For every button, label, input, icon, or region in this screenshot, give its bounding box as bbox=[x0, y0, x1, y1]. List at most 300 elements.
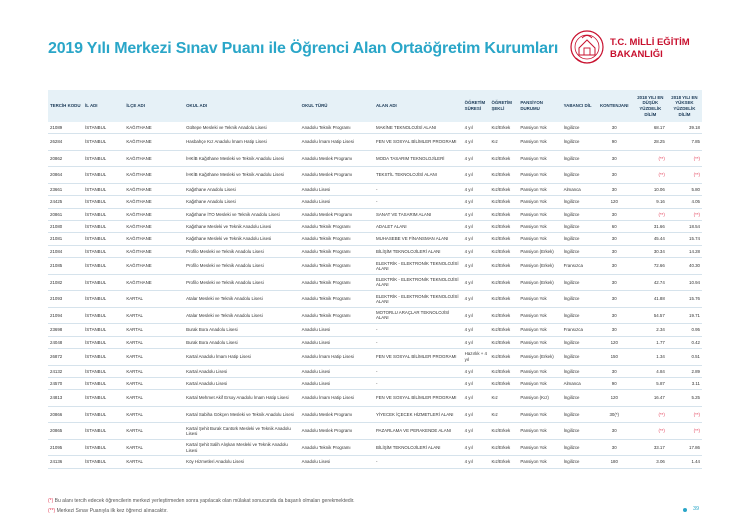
table-cell: 40.30 bbox=[667, 258, 702, 275]
table-cell: İngilizce bbox=[562, 150, 595, 167]
table-cell: 39.18 bbox=[667, 122, 702, 134]
table-cell: İSTANBUL bbox=[83, 196, 124, 208]
table-cell: KAĞITHANE bbox=[124, 208, 184, 220]
table-cell: 5.25 bbox=[667, 390, 702, 407]
table-cell: 21081 bbox=[48, 233, 83, 245]
table-cell: Anadolu Teknik Programı bbox=[300, 274, 374, 291]
table-cell: Pansiyon Yok bbox=[518, 377, 561, 389]
table-cell: 21084 bbox=[48, 245, 83, 257]
table-cell: (**) bbox=[634, 406, 667, 423]
table-cell: 4 yıl bbox=[463, 377, 490, 389]
table-cell: Kartal Şehit Salih Alışkan Mesleki ve Teknik Anadolu Lisesi bbox=[184, 439, 300, 456]
table-cell: Pansiyon Yok bbox=[518, 167, 561, 184]
table-cell: 4 yıl bbox=[463, 439, 490, 456]
table-cell: 1.44 bbox=[667, 456, 702, 468]
table-cell: Köy Hizmetleri Anadolu Lisesi bbox=[184, 456, 300, 468]
table-cell: 4 yıl bbox=[463, 221, 490, 233]
table-cell: 60 bbox=[595, 221, 634, 233]
table-cell: - bbox=[374, 196, 463, 208]
table-cell: Pansiyon Yok bbox=[518, 122, 561, 134]
table-cell: 180 bbox=[595, 456, 634, 468]
table-cell: 24570 bbox=[48, 377, 83, 389]
table-cell: İSTANBUL bbox=[83, 167, 124, 184]
table-cell: 30 bbox=[595, 150, 634, 167]
table-cell: (**) bbox=[667, 167, 702, 184]
table-row bbox=[48, 390, 702, 407]
footnote-1 bbox=[48, 498, 355, 504]
table-cell: 0.95 bbox=[667, 324, 702, 336]
table-cell: Anadolu Teknik Programı bbox=[300, 245, 374, 257]
table-cell: Kartal Anadolu Lisesi bbox=[184, 365, 300, 377]
table-cell: KARTAL bbox=[124, 291, 184, 308]
table-cell: TEKSTİL TEKNOLOJİSİ ALANI bbox=[374, 167, 463, 184]
table-cell: Profilo Mesleki ve Teknik Anadolu Lisesi bbox=[184, 258, 300, 275]
table-cell: Pansiyon Yok bbox=[518, 183, 561, 195]
table-cell: 2.89 bbox=[667, 365, 702, 377]
table-cell: 10.94 bbox=[667, 274, 702, 291]
table-cell: 30 bbox=[595, 365, 634, 377]
table-cell: İngilizce bbox=[562, 221, 595, 233]
table-cell: Pansiyon Yok bbox=[518, 196, 561, 208]
table-cell: - bbox=[374, 336, 463, 348]
table-cell: KAĞITHANE bbox=[124, 274, 184, 291]
table-cell: Fransızca bbox=[562, 258, 595, 275]
column-header: İLÇE ADI bbox=[124, 90, 184, 122]
table-cell: KARTAL bbox=[124, 423, 184, 440]
table-cell: Kız/Erkek bbox=[489, 150, 518, 167]
table-cell: KAĞITHANE bbox=[124, 245, 184, 257]
table-body bbox=[48, 122, 702, 468]
table-cell: 42.74 bbox=[634, 274, 667, 291]
table-cell: 0.42 bbox=[667, 336, 702, 348]
table-cell: 1.34 bbox=[634, 349, 667, 366]
table-cell: (**) bbox=[634, 167, 667, 184]
table-cell: 30 bbox=[595, 423, 634, 440]
table-cell: MOTORLU ARAÇLAR TEKNOLOJİSİ ALANI bbox=[374, 307, 463, 324]
table-row bbox=[48, 150, 702, 167]
footnote-marker: (*) bbox=[48, 498, 54, 504]
table-cell: İSTANBUL bbox=[83, 233, 124, 245]
table-cell: İngilizce bbox=[562, 423, 595, 440]
table-cell: 30 bbox=[595, 307, 634, 324]
table-cell: Pansiyon (Erkek) bbox=[518, 349, 561, 366]
table-cell: İSTANBUL bbox=[83, 349, 124, 366]
table-cell: Anadolu Lisesi bbox=[300, 324, 374, 336]
table-cell: 30 bbox=[595, 274, 634, 291]
table-cell: 4 yıl bbox=[463, 150, 490, 167]
table-cell: Anadolu İmam Hatip Lisesi bbox=[300, 349, 374, 366]
table-cell: İHKİB Kağıthane Mesleki ve Teknik Anadolu Lisesi bbox=[184, 150, 300, 167]
table-row bbox=[48, 439, 702, 456]
table-cell: Kız bbox=[489, 406, 518, 423]
ministry-emblem-icon bbox=[568, 28, 606, 70]
table-cell: İngilizce bbox=[562, 233, 595, 245]
table-cell: 30 bbox=[595, 258, 634, 275]
table-cell: ELEKTRİK - ELEKTRONİK TEKNOLOJİSİ ALANI bbox=[374, 291, 463, 308]
table-cell: Kağıthane Mesleki ve Teknik Anadolu Lisesi bbox=[184, 221, 300, 233]
table-cell: Kız/Erkek bbox=[489, 274, 518, 291]
column-header: 2018 YILI EN DÜŞÜK YÜZDELİK DİLİM bbox=[634, 90, 667, 122]
table-cell: İSTANBUL bbox=[83, 336, 124, 348]
table-cell: (**) bbox=[667, 150, 702, 167]
table-cell: Kız bbox=[489, 134, 518, 151]
table-cell: (**) bbox=[634, 208, 667, 220]
table-cell: KAĞITHANE bbox=[124, 196, 184, 208]
table-cell: Anadolu Teknik Programı bbox=[300, 122, 374, 134]
table-cell: Hasbahçe Kız Anadolu İmam Hatip Lisesi bbox=[184, 134, 300, 151]
table-cell: Kız/Erkek bbox=[489, 423, 518, 440]
table-cell: Anadolu Lisesi bbox=[300, 365, 374, 377]
table-cell: Kız/Erkek bbox=[489, 291, 518, 308]
table-cell: Kız/Erkek bbox=[489, 258, 518, 275]
table-cell: İSTANBUL bbox=[83, 307, 124, 324]
table-cell: Pansiyon Yok bbox=[518, 221, 561, 233]
table-cell: Gültepe Mesleki ve Teknik Anadolu Lisesi bbox=[184, 122, 300, 134]
table-cell: - bbox=[374, 365, 463, 377]
table-cell: 4 yıl bbox=[463, 423, 490, 440]
table-cell: 30 bbox=[595, 122, 634, 134]
table-cell: 4 yıl bbox=[463, 307, 490, 324]
table-cell: Pansiyon Yok bbox=[518, 423, 561, 440]
column-header: PANSİYON DURUMU bbox=[518, 90, 561, 122]
table-cell: 16.47 bbox=[634, 390, 667, 407]
table-cell: 4 yıl bbox=[463, 233, 490, 245]
table-cell: 24136 bbox=[48, 456, 83, 468]
table-cell: 21094 bbox=[48, 307, 83, 324]
table-row bbox=[48, 183, 702, 195]
table-cell: 14.28 bbox=[667, 245, 702, 257]
table-row bbox=[48, 324, 702, 336]
table-cell: 5.87 bbox=[634, 377, 667, 389]
table-cell: 20862 bbox=[48, 150, 83, 167]
table-cell: 4 yıl bbox=[463, 365, 490, 377]
table-cell: Profilo Mesleki ve Teknik Anadolu Lisesi bbox=[184, 245, 300, 257]
table-cell: Kız/Erkek bbox=[489, 307, 518, 324]
table-cell: 20861 bbox=[48, 208, 83, 220]
table-cell: Anadolu İmam Hatip Lisesi bbox=[300, 134, 374, 151]
table-cell: Anadolu İmam Hatip Lisesi bbox=[300, 390, 374, 407]
table-header-row bbox=[48, 90, 702, 122]
table-cell: 0.51 bbox=[667, 349, 702, 366]
table-cell: FEN VE SOSYAL BİLİMLER PROGRAMI bbox=[374, 390, 463, 407]
table-cell: 24813 bbox=[48, 390, 83, 407]
table-cell: 7.85 bbox=[667, 134, 702, 151]
table-cell: 19.71 bbox=[667, 307, 702, 324]
table-cell: 21089 bbox=[48, 122, 83, 134]
table-cell: 26284 bbox=[48, 134, 83, 151]
table-cell: 30 bbox=[595, 324, 634, 336]
table-cell: Pansiyon Yok bbox=[518, 336, 561, 348]
table-cell: Profilo Mesleki ve Teknik Anadolu Lisesi bbox=[184, 274, 300, 291]
table-cell: İSTANBUL bbox=[83, 456, 124, 468]
table-cell: İSTANBUL bbox=[83, 377, 124, 389]
table-cell: KAĞITHANE bbox=[124, 167, 184, 184]
table-cell: 4 yıl bbox=[463, 324, 490, 336]
table-cell: 1.77 bbox=[634, 336, 667, 348]
column-header: İL ADI bbox=[83, 90, 124, 122]
table-cell: İSTANBUL bbox=[83, 423, 124, 440]
table-cell: İSTANBUL bbox=[83, 245, 124, 257]
table-cell: 4 yıl bbox=[463, 167, 490, 184]
table-cell: İngilizce bbox=[562, 245, 595, 257]
table-cell: 4 yıl bbox=[463, 134, 490, 151]
table-row bbox=[48, 365, 702, 377]
table-cell: 30 bbox=[595, 291, 634, 308]
table-row bbox=[48, 258, 702, 275]
table-cell: 30 bbox=[595, 208, 634, 220]
table-cell: İngilizce bbox=[562, 196, 595, 208]
table-cell: Atalar Mesleki ve Teknik Anadolu Lisesi bbox=[184, 291, 300, 308]
table-cell: KAĞITHANE bbox=[124, 134, 184, 151]
table-cell: Kız bbox=[489, 390, 518, 407]
table-row bbox=[48, 134, 702, 151]
column-header: KONTENJANI bbox=[595, 90, 634, 122]
table-cell: KARTAL bbox=[124, 390, 184, 407]
table-cell: 4 yıl bbox=[463, 258, 490, 275]
table-cell: (**) bbox=[667, 423, 702, 440]
table-cell: 30 bbox=[595, 167, 634, 184]
table-cell: ELEKTRİK - ELEKTRONİK TEKNOLOJİSİ ALANI bbox=[374, 274, 463, 291]
table-cell: İHKİB Kağıthane Mesleki ve Teknik Anadolu Lisesi bbox=[184, 167, 300, 184]
table-cell: Anadolu Meslek Programı bbox=[300, 208, 374, 220]
table-cell: Kız/Erkek bbox=[489, 122, 518, 134]
table-cell: Pansiyon Yok bbox=[518, 365, 561, 377]
table-cell: (**) bbox=[634, 423, 667, 440]
table-cell: 24425 bbox=[48, 196, 83, 208]
table-cell: Anadolu Lisesi bbox=[300, 336, 374, 348]
table-cell: Anadolu Meslek Programı bbox=[300, 406, 374, 423]
table-cell: (**) bbox=[667, 208, 702, 220]
table-cell: - bbox=[374, 377, 463, 389]
table-cell: 150 bbox=[595, 349, 634, 366]
table-cell: Kağıthane Anadolu Lisesi bbox=[184, 196, 300, 208]
table-cell: KARTAL bbox=[124, 439, 184, 456]
table-cell: KAĞITHANE bbox=[124, 122, 184, 134]
ministry-logo bbox=[568, 28, 718, 72]
table-cell: İSTANBUL bbox=[83, 291, 124, 308]
table-cell: Pansiyon Yok bbox=[518, 150, 561, 167]
table-cell: Kağıthane İTO Mesleki ve Teknik Anadolu Lisesi bbox=[184, 208, 300, 220]
table-cell: İSTANBUL bbox=[83, 150, 124, 167]
column-header: 2018 YILI EN YÜKSEK YÜZDELİK DİLİM bbox=[667, 90, 702, 122]
table-cell: BİLİŞİM TEKNOLOJİLERİ ALANI bbox=[374, 245, 463, 257]
schools-table bbox=[48, 90, 702, 469]
table-cell: Pansiyon Yok bbox=[518, 406, 561, 423]
table-cell: (**) bbox=[634, 150, 667, 167]
table-cell: Kız/Erkek bbox=[489, 196, 518, 208]
table-cell: Almanca bbox=[562, 377, 595, 389]
table-cell: Anadolu Lisesi bbox=[300, 196, 374, 208]
table-cell: İngilizce bbox=[562, 134, 595, 151]
table-cell: İngilizce bbox=[562, 456, 595, 468]
table-cell: 41.88 bbox=[634, 291, 667, 308]
table-row bbox=[48, 406, 702, 423]
table-cell: İngilizce bbox=[562, 336, 595, 348]
table-cell: PAZARLAMA VE PERAKENDE ALANI bbox=[374, 423, 463, 440]
table-cell: 26872 bbox=[48, 349, 83, 366]
table-cell: Kartal Anadolu İmam Hatip Lisesi bbox=[184, 349, 300, 366]
table-cell: İSTANBUL bbox=[83, 258, 124, 275]
table-cell: Pansiyon Yok bbox=[518, 233, 561, 245]
table-cell: MAKİNE TEKNOLOJİSİ ALANI bbox=[374, 122, 463, 134]
table-cell: 120 bbox=[595, 336, 634, 348]
table-cell: 120 bbox=[595, 390, 634, 407]
table-cell: Kız/Erkek bbox=[489, 439, 518, 456]
table-cell: Anadolu Teknik Programı bbox=[300, 221, 374, 233]
table-row bbox=[48, 208, 702, 220]
table-cell: İngilizce bbox=[562, 122, 595, 134]
table-cell: KARTAL bbox=[124, 365, 184, 377]
table-cell: Kız/Erkek bbox=[489, 245, 518, 257]
table-cell: Kartal Sabiha Gökçen Mesleki ve Teknik Anadolu Lisesi bbox=[184, 406, 300, 423]
table-cell: Fransızca bbox=[562, 324, 595, 336]
table-cell: Pansiyon Yok bbox=[518, 307, 561, 324]
table-cell: 2.34 bbox=[634, 324, 667, 336]
table-cell: Kız/Erkek bbox=[489, 365, 518, 377]
table-cell: SANAT VE TASARIM ALANI bbox=[374, 208, 463, 220]
table-cell: Pansiyon Yok bbox=[518, 291, 561, 308]
table-cell: ADALET ALANI bbox=[374, 221, 463, 233]
table-cell: Kağıthane Mesleki ve Teknik Anadolu Lisesi bbox=[184, 233, 300, 245]
table-cell: 18.54 bbox=[667, 221, 702, 233]
table-cell: - bbox=[374, 183, 463, 195]
table-cell: 30.34 bbox=[634, 245, 667, 257]
table-cell: 21080 bbox=[48, 221, 83, 233]
table-cell: KAĞITHANE bbox=[124, 221, 184, 233]
table-cell: - bbox=[374, 324, 463, 336]
table-cell: 4 yıl bbox=[463, 336, 490, 348]
table-cell: 30 bbox=[595, 183, 634, 195]
table-cell: MODA TASARIM TEKNOLOJİLERİ bbox=[374, 150, 463, 167]
table-cell: ELEKTRİK - ELEKTRONİK TEKNOLOJİSİ ALANI bbox=[374, 258, 463, 275]
footnote-marker: (**) bbox=[48, 508, 56, 514]
table-cell: 4 yıl bbox=[463, 406, 490, 423]
table-cell: 5.80 bbox=[667, 183, 702, 195]
table-cell: 17.86 bbox=[667, 439, 702, 456]
table-cell: KARTAL bbox=[124, 307, 184, 324]
table-cell: Kız/Erkek bbox=[489, 336, 518, 348]
table-cell: 33.17 bbox=[634, 439, 667, 456]
table-cell: Kız/Erkek bbox=[489, 456, 518, 468]
table-row bbox=[48, 122, 702, 134]
table-cell: Burak Bora Anadolu Lisesi bbox=[184, 336, 300, 348]
table-cell: KAĞITHANE bbox=[124, 258, 184, 275]
table-cell: İSTANBUL bbox=[83, 134, 124, 151]
table-cell: Kız/Erkek bbox=[489, 221, 518, 233]
table-cell: 54.57 bbox=[634, 307, 667, 324]
table-cell: Kız/Erkek bbox=[489, 324, 518, 336]
table-cell: 20864 bbox=[48, 167, 83, 184]
table-cell: 21085 bbox=[48, 258, 83, 275]
table-cell: 10.06 bbox=[634, 183, 667, 195]
table-cell: Kız/Erkek bbox=[489, 377, 518, 389]
logo-line-2: BAKANLIĞI bbox=[610, 49, 663, 60]
footnote-text: Merkezi Sınav Puanıyla ilk kez öğrenci alınacaktır. bbox=[55, 508, 168, 514]
table-cell: 23698 bbox=[48, 324, 83, 336]
page-title: 2019 Yılı Merkezi Sınav Puanı ile Öğrenci Alan Ortaöğretim Kurumları bbox=[48, 40, 559, 57]
table-cell: KAĞITHANE bbox=[124, 233, 184, 245]
table-row bbox=[48, 456, 702, 468]
table-cell: KAĞITHANE bbox=[124, 183, 184, 195]
column-header: ÖĞRETİM SÜRESİ bbox=[463, 90, 490, 122]
table-cell: 9.16 bbox=[634, 196, 667, 208]
table-row bbox=[48, 221, 702, 233]
table-cell: KARTAL bbox=[124, 456, 184, 468]
table-cell: 3.06 bbox=[634, 456, 667, 468]
table-cell: KARTAL bbox=[124, 406, 184, 423]
table-cell: Anadolu Lisesi bbox=[300, 456, 374, 468]
table-row bbox=[48, 349, 702, 366]
table-cell: İngilizce bbox=[562, 291, 595, 308]
table-cell: İSTANBUL bbox=[83, 365, 124, 377]
table-cell: İSTANBUL bbox=[83, 406, 124, 423]
table-cell: 45.44 bbox=[634, 233, 667, 245]
table-cell: 15.74 bbox=[667, 233, 702, 245]
table-row bbox=[48, 307, 702, 324]
table-cell: 30 bbox=[595, 233, 634, 245]
table-row bbox=[48, 291, 702, 308]
table-row bbox=[48, 196, 702, 208]
table-cell: Kartal Şehit Burak Cantürk Mesleki ve Teknik Anadolu Lisesi bbox=[184, 423, 300, 440]
table-cell: 28.25 bbox=[634, 134, 667, 151]
table-cell: İSTANBUL bbox=[83, 390, 124, 407]
table-cell: Kız/Erkek bbox=[489, 349, 518, 366]
column-header: OKUL TÜRÜ bbox=[300, 90, 374, 122]
column-header: TERCİH KODU bbox=[48, 90, 83, 122]
table-cell: İngilizce bbox=[562, 365, 595, 377]
column-header: ALAN ADI bbox=[374, 90, 463, 122]
table-cell: Anadolu Teknik Programı bbox=[300, 307, 374, 324]
table-cell: 4 yıl bbox=[463, 208, 490, 220]
table-cell: 4 yıl bbox=[463, 390, 490, 407]
table-cell: BİLİŞİM TEKNOLOJİLERİ ALANI bbox=[374, 439, 463, 456]
table-cell: İngilizce bbox=[562, 274, 595, 291]
table-cell: YİYECEK İÇECEK HİZMETLERİ ALANI bbox=[374, 406, 463, 423]
table-cell: MUHASEBE VE FİNANSMAN ALANI bbox=[374, 233, 463, 245]
table-cell: İngilizce bbox=[562, 349, 595, 366]
table-cell: Almanca bbox=[562, 183, 595, 195]
table-row bbox=[48, 245, 702, 257]
table-cell: 23661 bbox=[48, 183, 83, 195]
table-cell: Anadolu Meslek Programı bbox=[300, 423, 374, 440]
table-row bbox=[48, 233, 702, 245]
table-cell: Kız/Erkek bbox=[489, 183, 518, 195]
table-cell: FEN VE SOSYAL BİLİMLER PROGRAMI bbox=[374, 349, 463, 366]
table-cell: FEN VE SOSYAL BİLİMLER PROGRAMI bbox=[374, 134, 463, 151]
table-cell: Kız/Erkek bbox=[489, 208, 518, 220]
table-cell: İngilizce bbox=[562, 390, 595, 407]
table-cell: KARTAL bbox=[124, 324, 184, 336]
table-cell: 21095 bbox=[48, 439, 83, 456]
table-cell: 4 yıl bbox=[463, 196, 490, 208]
table-cell: 24132 bbox=[48, 365, 83, 377]
table-cell: İSTANBUL bbox=[83, 122, 124, 134]
table-cell: Pansiyon (Erkek) bbox=[518, 245, 561, 257]
footnote-2 bbox=[48, 508, 168, 514]
column-header: ÖĞRETİM ŞEKLİ bbox=[489, 90, 518, 122]
table-cell: Pansiyon Yok bbox=[518, 456, 561, 468]
table-cell: 4 yıl bbox=[463, 183, 490, 195]
table-cell: 120 bbox=[595, 196, 634, 208]
table-cell: 90 bbox=[595, 377, 634, 389]
table-cell: İSTANBUL bbox=[83, 183, 124, 195]
table-cell: İSTANBUL bbox=[83, 324, 124, 336]
column-header: OKUL ADI bbox=[184, 90, 300, 122]
table-cell: Anadolu Teknik Programı bbox=[300, 439, 374, 456]
column-header: YABANCI DİL bbox=[562, 90, 595, 122]
table-cell: Burak Bora Anadolu Lisesi bbox=[184, 324, 300, 336]
table-cell: İngilizce bbox=[562, 208, 595, 220]
